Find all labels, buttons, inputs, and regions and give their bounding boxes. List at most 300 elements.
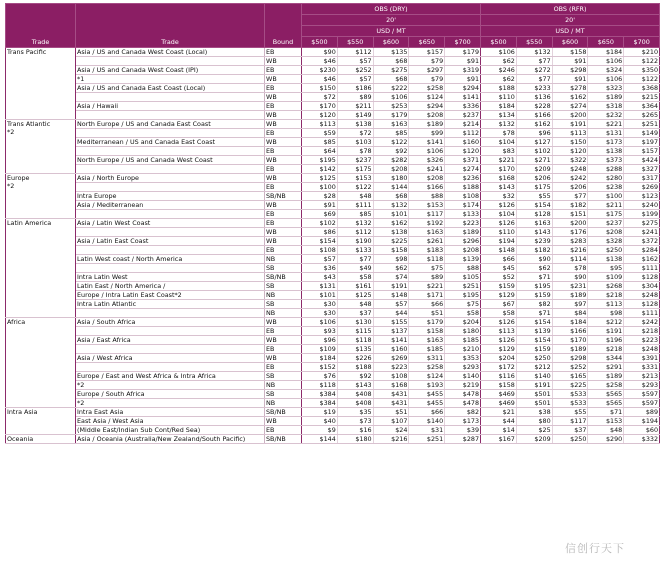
rfr-rate-cell: $106 bbox=[588, 75, 624, 84]
table-row bbox=[6, 102, 660, 111]
bound-cell: EB bbox=[265, 210, 302, 219]
dry-rate-cell: $168 bbox=[373, 381, 409, 390]
region-note: *2 bbox=[7, 182, 15, 190]
dry-rate-cell: $113 bbox=[302, 120, 338, 129]
region-cell bbox=[6, 48, 76, 120]
dry-rate-cell: $180 bbox=[373, 174, 409, 183]
dry-rate-cell: $100 bbox=[302, 183, 338, 192]
route-cell: Asia / South Africa bbox=[76, 318, 265, 327]
rfr-rate-cell: $274 bbox=[552, 102, 588, 111]
route-cell: North Europe / US and Canada East Coast bbox=[76, 120, 265, 129]
dry-rate-cell: $9 bbox=[302, 426, 338, 435]
dry-rate-cell: $180 bbox=[445, 327, 481, 336]
table-row bbox=[6, 417, 660, 426]
rfr-rate-cell: $206 bbox=[516, 174, 552, 183]
rfr-rate-cell: $232 bbox=[588, 111, 624, 120]
rfr-rate-cell: $149 bbox=[624, 129, 660, 138]
rfr-rate-cell: $162 bbox=[516, 120, 552, 129]
rfr-rate-cell: $213 bbox=[624, 372, 660, 381]
bound-cell: WB bbox=[265, 156, 302, 165]
dry-rate-cell: $384 bbox=[302, 399, 338, 408]
table-row bbox=[6, 408, 660, 417]
dry-rate-cell: $258 bbox=[409, 363, 445, 372]
rfr-rate-cell: $131 bbox=[588, 129, 624, 138]
dry-rate-cell: $144 bbox=[373, 183, 409, 192]
dry-rate-cell: $190 bbox=[337, 237, 373, 246]
dry-rate-cell: $73 bbox=[337, 417, 373, 426]
rfr-rate-cell: $104 bbox=[481, 210, 517, 219]
region-name: Africa bbox=[7, 318, 26, 326]
rfr-rate-cell: $111 bbox=[624, 309, 660, 318]
dry-rate-cell: $166 bbox=[409, 183, 445, 192]
rfr-rate-cell: $212 bbox=[516, 363, 552, 372]
rfr-rate-cell: $110 bbox=[481, 228, 517, 237]
dry-rate-cell: $162 bbox=[373, 219, 409, 228]
dry-rate-cell: $112 bbox=[337, 48, 373, 57]
rfr-rate-cell: $210 bbox=[624, 48, 660, 57]
dry-rate-cell: $79 bbox=[409, 75, 445, 84]
route-cell: Intra Latin West bbox=[76, 273, 265, 282]
table-row bbox=[6, 372, 660, 381]
header-price: $500 bbox=[481, 37, 517, 48]
rfr-rate-cell: $189 bbox=[588, 372, 624, 381]
rfr-rate-cell: $32 bbox=[481, 192, 517, 201]
rfr-rate-cell: $194 bbox=[481, 237, 517, 246]
bound-cell: EB bbox=[265, 84, 302, 93]
rfr-rate-cell: $291 bbox=[588, 363, 624, 372]
rfr-rate-cell: $206 bbox=[552, 183, 588, 192]
rfr-rate-cell: $209 bbox=[516, 435, 552, 444]
dry-rate-cell: $216 bbox=[373, 435, 409, 444]
dry-rate-cell: $49 bbox=[337, 264, 373, 273]
dry-rate-cell: $431 bbox=[373, 390, 409, 399]
dry-rate-cell: $158 bbox=[409, 327, 445, 336]
dry-rate-cell: $51 bbox=[373, 408, 409, 417]
route-cell: Europe / South Africa bbox=[76, 390, 265, 399]
dry-rate-cell: $19 bbox=[302, 408, 338, 417]
rfr-rate-cell: $14 bbox=[481, 426, 517, 435]
dry-rate-cell: $122 bbox=[373, 138, 409, 147]
dry-rate-cell: $101 bbox=[373, 210, 409, 219]
bound-cell: SB/NB bbox=[265, 435, 302, 444]
dry-rate-cell: $93 bbox=[302, 327, 338, 336]
dry-rate-cell: $48 bbox=[337, 192, 373, 201]
rfr-rate-cell: $189 bbox=[552, 345, 588, 354]
route-cell: Latin East / North America / bbox=[76, 282, 265, 291]
table-row bbox=[6, 354, 660, 363]
dry-rate-cell: $79 bbox=[409, 57, 445, 66]
dry-rate-cell: $37 bbox=[337, 309, 373, 318]
dry-rate-cell: $275 bbox=[373, 66, 409, 75]
rfr-rate-cell: $116 bbox=[481, 372, 517, 381]
rfr-rate-cell: $109 bbox=[588, 273, 624, 282]
table-row bbox=[6, 381, 660, 390]
dry-rate-cell: $85 bbox=[337, 210, 373, 219]
table-row bbox=[6, 174, 660, 183]
rfr-rate-cell: $241 bbox=[624, 228, 660, 237]
rfr-rate-cell: $129 bbox=[481, 291, 517, 300]
rfr-rate-cell: $215 bbox=[624, 93, 660, 102]
header-bound: Bound bbox=[265, 4, 302, 48]
dry-rate-cell: $155 bbox=[373, 318, 409, 327]
table-body bbox=[6, 48, 660, 444]
rfr-rate-cell: $77 bbox=[516, 57, 552, 66]
rfr-rate-cell: $89 bbox=[624, 408, 660, 417]
bound-cell: EB bbox=[265, 147, 302, 156]
dry-rate-cell: $293 bbox=[445, 363, 481, 372]
dry-rate-cell: $133 bbox=[337, 246, 373, 255]
rfr-rate-cell: $197 bbox=[624, 138, 660, 147]
table-row bbox=[6, 210, 660, 219]
dry-rate-cell: $236 bbox=[445, 174, 481, 183]
rfr-rate-cell: $158 bbox=[481, 381, 517, 390]
route-cell bbox=[76, 183, 265, 192]
bound-cell: EB bbox=[265, 363, 302, 372]
rfr-rate-cell: $139 bbox=[516, 327, 552, 336]
dry-rate-cell: $112 bbox=[445, 129, 481, 138]
rfr-rate-cell: $251 bbox=[624, 120, 660, 129]
dry-rate-cell: $154 bbox=[302, 237, 338, 246]
dry-rate-cell: $226 bbox=[337, 354, 373, 363]
rfr-rate-cell: $182 bbox=[552, 201, 588, 210]
dry-rate-cell: $109 bbox=[302, 345, 338, 354]
dry-rate-cell: $152 bbox=[302, 363, 338, 372]
bound-cell: NB bbox=[265, 255, 302, 264]
rfr-rate-cell: $272 bbox=[516, 66, 552, 75]
rfr-rate-cell: $37 bbox=[552, 426, 588, 435]
dry-rate-cell: $62 bbox=[373, 264, 409, 273]
dry-rate-cell: $57 bbox=[337, 75, 373, 84]
rfr-rate-cell: $246 bbox=[481, 66, 517, 75]
dry-rate-cell: $112 bbox=[337, 228, 373, 237]
table-row bbox=[6, 75, 660, 84]
table-row bbox=[6, 309, 660, 318]
rfr-rate-cell: $175 bbox=[588, 210, 624, 219]
dry-rate-cell: $75 bbox=[409, 264, 445, 273]
rfr-rate-cell: $111 bbox=[624, 264, 660, 273]
rfr-rate-cell: $158 bbox=[552, 48, 588, 57]
table-row bbox=[6, 120, 660, 129]
dry-rate-cell: $125 bbox=[302, 174, 338, 183]
header-rfr-unit: USD / MT bbox=[481, 26, 660, 37]
rfr-rate-cell: $317 bbox=[624, 174, 660, 183]
rfr-rate-cell: $55 bbox=[552, 408, 588, 417]
table-row bbox=[6, 201, 660, 210]
rfr-rate-cell: $304 bbox=[624, 282, 660, 291]
header-dry-unit: USD / MT bbox=[302, 26, 481, 37]
rfr-rate-cell: $44 bbox=[481, 417, 517, 426]
bound-cell: NB bbox=[265, 381, 302, 390]
dry-rate-cell: $88 bbox=[445, 264, 481, 273]
route-cell bbox=[76, 111, 265, 120]
rfr-rate-cell: $191 bbox=[552, 120, 588, 129]
rfr-rate-cell: $191 bbox=[516, 381, 552, 390]
dry-rate-cell: $99 bbox=[409, 129, 445, 138]
bound-cell: WB bbox=[265, 120, 302, 129]
table-row bbox=[6, 435, 660, 444]
rfr-rate-cell: $138 bbox=[588, 147, 624, 156]
table-row bbox=[6, 228, 660, 237]
bound-cell: EB bbox=[265, 183, 302, 192]
dry-rate-cell: $163 bbox=[373, 120, 409, 129]
rfr-rate-cell: $128 bbox=[624, 300, 660, 309]
dry-rate-cell: $258 bbox=[409, 84, 445, 93]
route-cell: Europe / Intra Latin East Coast*2 bbox=[76, 291, 265, 300]
dry-rate-cell: $96 bbox=[302, 336, 338, 345]
rfr-rate-cell: $200 bbox=[552, 219, 588, 228]
route-cell: *2 bbox=[76, 399, 265, 408]
rfr-rate-cell: $113 bbox=[552, 129, 588, 138]
rfr-rate-cell: $128 bbox=[624, 273, 660, 282]
dry-rate-cell: $118 bbox=[337, 336, 373, 345]
dry-rate-cell: $90 bbox=[302, 48, 338, 57]
region-cell bbox=[6, 318, 76, 408]
rfr-rate-cell: $132 bbox=[481, 120, 517, 129]
table-row bbox=[6, 192, 660, 201]
header-price: $650 bbox=[588, 37, 624, 48]
rfr-rate-cell: $216 bbox=[552, 246, 588, 255]
dry-rate-cell: $108 bbox=[373, 372, 409, 381]
rfr-rate-cell: $166 bbox=[552, 327, 588, 336]
rfr-rate-cell: $184 bbox=[552, 318, 588, 327]
rfr-rate-cell: $167 bbox=[481, 435, 517, 444]
rfr-rate-cell: $113 bbox=[588, 300, 624, 309]
table-row bbox=[6, 246, 660, 255]
rfr-rate-cell: $96 bbox=[516, 129, 552, 138]
rfr-rate-cell: $165 bbox=[552, 372, 588, 381]
rfr-rate-cell: $122 bbox=[624, 57, 660, 66]
route-cell bbox=[76, 147, 265, 156]
rfr-rate-cell: $196 bbox=[588, 336, 624, 345]
rfr-rate-cell: $21 bbox=[481, 408, 517, 417]
dry-rate-cell: $173 bbox=[445, 417, 481, 426]
dry-rate-cell: $85 bbox=[373, 129, 409, 138]
table-row bbox=[6, 327, 660, 336]
region-name: Intra Asia bbox=[7, 408, 38, 416]
rfr-rate-cell: $153 bbox=[588, 417, 624, 426]
dry-rate-cell: $150 bbox=[302, 84, 338, 93]
bound-cell: WB bbox=[265, 417, 302, 426]
rfr-rate-cell: $280 bbox=[588, 174, 624, 183]
rfr-rate-cell: $293 bbox=[624, 381, 660, 390]
rfr-rate-cell: $117 bbox=[552, 417, 588, 426]
dry-rate-cell: $185 bbox=[445, 336, 481, 345]
rfr-rate-cell: $211 bbox=[588, 201, 624, 210]
bound-cell: EB bbox=[265, 327, 302, 336]
rfr-rate-cell: $148 bbox=[481, 246, 517, 255]
dry-rate-cell: $371 bbox=[445, 156, 481, 165]
dry-rate-cell: $294 bbox=[445, 84, 481, 93]
rfr-rate-cell: $344 bbox=[588, 354, 624, 363]
dry-rate-cell: $105 bbox=[445, 273, 481, 282]
dry-rate-cell: $204 bbox=[445, 318, 481, 327]
route-cell: Asia / East Africa bbox=[76, 336, 265, 345]
rfr-rate-cell: $132 bbox=[516, 48, 552, 57]
rfr-rate-cell: $157 bbox=[624, 147, 660, 156]
rfr-rate-cell: $501 bbox=[516, 399, 552, 408]
bound-cell: EB bbox=[265, 66, 302, 75]
dry-rate-cell: $91 bbox=[302, 201, 338, 210]
bound-cell: SB bbox=[265, 372, 302, 381]
dry-rate-cell: $287 bbox=[445, 435, 481, 444]
rfr-rate-cell: $138 bbox=[588, 255, 624, 264]
rfr-rate-cell: $154 bbox=[516, 318, 552, 327]
dry-rate-cell: $92 bbox=[337, 372, 373, 381]
dry-rate-cell: $68 bbox=[373, 75, 409, 84]
bound-cell: EB bbox=[265, 345, 302, 354]
bound-cell: WB bbox=[265, 318, 302, 327]
rfr-rate-cell: $237 bbox=[588, 219, 624, 228]
dry-rate-cell: $98 bbox=[373, 255, 409, 264]
dry-rate-cell: $230 bbox=[302, 66, 338, 75]
dry-rate-cell: $319 bbox=[445, 66, 481, 75]
rfr-rate-cell: $250 bbox=[552, 435, 588, 444]
rfr-rate-cell: $191 bbox=[588, 327, 624, 336]
dry-rate-cell: $214 bbox=[445, 120, 481, 129]
rfr-rate-cell: $565 bbox=[588, 390, 624, 399]
dry-rate-cell: $171 bbox=[409, 291, 445, 300]
dry-rate-cell: $163 bbox=[409, 228, 445, 237]
rfr-rate-cell: $62 bbox=[481, 75, 517, 84]
dry-rate-cell: $31 bbox=[409, 426, 445, 435]
rfr-rate-cell: $113 bbox=[481, 327, 517, 336]
header-price: $700 bbox=[445, 37, 481, 48]
rfr-rate-cell: $140 bbox=[516, 372, 552, 381]
rfr-rate-cell: $242 bbox=[624, 318, 660, 327]
dry-rate-cell: $35 bbox=[337, 408, 373, 417]
route-cell bbox=[76, 363, 265, 372]
rfr-rate-cell: $212 bbox=[588, 318, 624, 327]
rfr-rate-cell: $250 bbox=[588, 246, 624, 255]
dry-rate-cell: $51 bbox=[409, 309, 445, 318]
route-cell bbox=[76, 93, 265, 102]
table-row bbox=[6, 57, 660, 66]
route-cell: Asia / Latin West Coast bbox=[76, 219, 265, 228]
rfr-rate-cell: $318 bbox=[588, 102, 624, 111]
rfr-rate-cell: $218 bbox=[588, 291, 624, 300]
route-cell: Europe / East and West Africa & Intra Africa bbox=[76, 372, 265, 381]
rfr-rate-cell: $84 bbox=[552, 309, 588, 318]
rfr-rate-cell: $162 bbox=[552, 93, 588, 102]
rfr-rate-cell: $173 bbox=[588, 138, 624, 147]
rfr-rate-cell: $248 bbox=[624, 291, 660, 300]
table-row bbox=[6, 291, 660, 300]
rfr-rate-cell: $373 bbox=[588, 156, 624, 165]
rfr-rate-cell: $114 bbox=[552, 255, 588, 264]
rfr-rate-cell: $134 bbox=[481, 111, 517, 120]
dry-rate-cell: $132 bbox=[337, 219, 373, 228]
dry-rate-cell: $163 bbox=[409, 336, 445, 345]
rfr-rate-cell: $501 bbox=[516, 390, 552, 399]
header-price: $550 bbox=[516, 37, 552, 48]
rfr-rate-cell: $150 bbox=[552, 138, 588, 147]
dry-rate-cell: $108 bbox=[302, 246, 338, 255]
rfr-rate-cell: $62 bbox=[481, 57, 517, 66]
rfr-rate-cell: $189 bbox=[552, 291, 588, 300]
route-cell bbox=[76, 129, 265, 138]
dry-rate-cell: $89 bbox=[409, 273, 445, 282]
dry-rate-cell: $237 bbox=[445, 111, 481, 120]
table-row bbox=[6, 255, 660, 264]
rfr-rate-cell: $71 bbox=[588, 408, 624, 417]
bound-cell: SB/NB bbox=[265, 273, 302, 282]
dry-rate-cell: $124 bbox=[409, 93, 445, 102]
dry-rate-cell: $223 bbox=[445, 219, 481, 228]
rfr-rate-cell: $58 bbox=[481, 309, 517, 318]
dry-rate-cell: $175 bbox=[337, 165, 373, 174]
dry-rate-cell: $193 bbox=[409, 381, 445, 390]
rfr-rate-cell: $127 bbox=[516, 138, 552, 147]
route-cell bbox=[76, 246, 265, 255]
rfr-rate-cell: $322 bbox=[552, 156, 588, 165]
dry-rate-cell: $140 bbox=[445, 372, 481, 381]
rfr-rate-cell: $77 bbox=[516, 75, 552, 84]
dry-rate-cell: $225 bbox=[373, 237, 409, 246]
dry-rate-cell: $77 bbox=[337, 255, 373, 264]
rfr-rate-cell: $199 bbox=[624, 210, 660, 219]
region-name: Trans Pacific bbox=[7, 48, 47, 56]
bound-cell: WB bbox=[265, 228, 302, 237]
header-dry-title: OBS (DRY) bbox=[302, 4, 481, 15]
region-cell bbox=[6, 174, 76, 219]
dry-rate-cell: $143 bbox=[337, 381, 373, 390]
rfr-rate-cell: $172 bbox=[481, 363, 517, 372]
table-row bbox=[6, 426, 660, 435]
header-price: $600 bbox=[552, 37, 588, 48]
dry-rate-cell: $296 bbox=[445, 237, 481, 246]
dry-rate-cell: $160 bbox=[445, 138, 481, 147]
rfr-rate-cell: $166 bbox=[516, 111, 552, 120]
dry-rate-cell: $69 bbox=[302, 210, 338, 219]
dry-rate-cell: $179 bbox=[445, 48, 481, 57]
dry-rate-cell: $125 bbox=[337, 291, 373, 300]
rfr-rate-cell: $91 bbox=[552, 57, 588, 66]
rfr-rate-cell: $331 bbox=[624, 363, 660, 372]
rfr-rate-cell: $71 bbox=[516, 273, 552, 282]
dry-rate-cell: $153 bbox=[409, 201, 445, 210]
region-name: Trans Atlantic bbox=[7, 120, 51, 128]
route-cell: Intra East Asia bbox=[76, 408, 265, 417]
rfr-rate-cell: $364 bbox=[624, 102, 660, 111]
table-row bbox=[6, 129, 660, 138]
rfr-rate-cell: $106 bbox=[481, 48, 517, 57]
table-row bbox=[6, 165, 660, 174]
rfr-rate-cell: $271 bbox=[516, 156, 552, 165]
dry-rate-cell: $122 bbox=[337, 183, 373, 192]
rfr-rate-cell: $221 bbox=[481, 156, 517, 165]
rfr-rate-cell: $78 bbox=[552, 264, 588, 273]
dry-rate-cell: $237 bbox=[337, 156, 373, 165]
rfr-rate-cell: $170 bbox=[481, 165, 517, 174]
rfr-rate-cell: $597 bbox=[624, 399, 660, 408]
rfr-rate-cell: $176 bbox=[552, 228, 588, 237]
dry-rate-cell: $208 bbox=[409, 174, 445, 183]
rfr-rate-cell: $469 bbox=[481, 399, 517, 408]
dry-rate-cell: $208 bbox=[373, 165, 409, 174]
dry-rate-cell: $57 bbox=[337, 57, 373, 66]
dry-rate-cell: $106 bbox=[302, 318, 338, 327]
table-row bbox=[6, 264, 660, 273]
rfr-rate-cell: $159 bbox=[516, 345, 552, 354]
dry-rate-cell: $102 bbox=[302, 219, 338, 228]
header-trade: Trade bbox=[6, 4, 76, 48]
dry-rate-cell: $153 bbox=[337, 174, 373, 183]
rfr-rate-cell: $233 bbox=[516, 84, 552, 93]
rfr-rate-cell: $208 bbox=[588, 228, 624, 237]
obs-rate-table bbox=[5, 3, 660, 444]
dry-rate-cell: $68 bbox=[373, 192, 409, 201]
rfr-rate-cell: $184 bbox=[481, 102, 517, 111]
